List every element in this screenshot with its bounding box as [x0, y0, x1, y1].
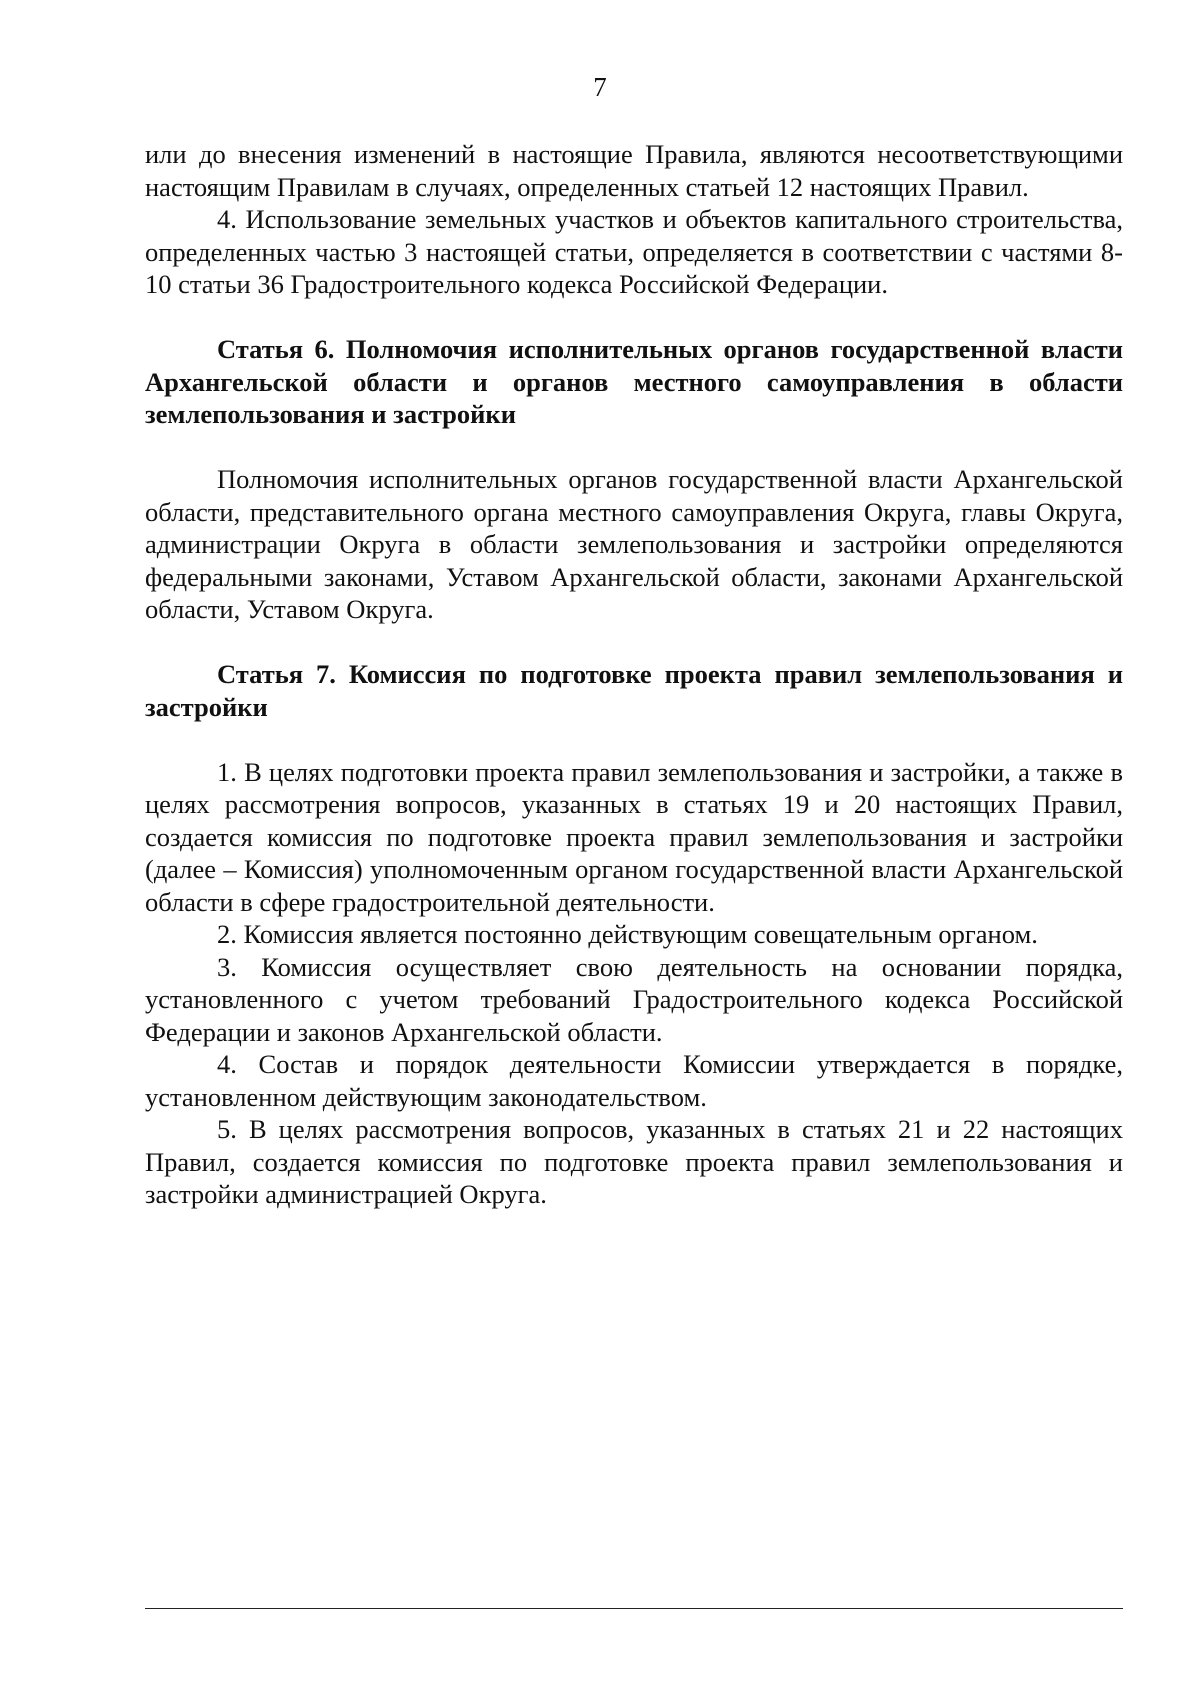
article-7-item-1: 1. В целях подготовки проекта правил землепользования и застройки, а также в целях рассмотрения вопросов, указанных в статьях 19 и 20 настоящих Правил, создается комиссия по подготовке проекта правил землепользования и застройки (далее – Комиссия) уполномоченным органом государственной власти Архангельской области в сфере градостроительной деятельности. — [145, 756, 1123, 917]
article-7-item-2: 2. Комиссия является постоянно действующим совещательным органом. — [217, 919, 1038, 949]
page-number: 7 — [593, 72, 607, 102]
item-4-paragraph: 4. Использование земельных участков и объектов капитального строительства, определенных частью 3 настоящей статьи, определяется в соответствии с частями 8-10 статьи 36 Градостроительного кодекса Российской Федерации. — [145, 204, 1123, 299]
article-7-title: Статья 7. Комиссия по подготовке проекта правил землепользования и застройки — [145, 659, 1123, 722]
article-7-item-4: 4. Состав и порядок деятельности Комиссии утверждается в порядке, установленном действующим законодательством. — [145, 1049, 1123, 1112]
article-6-paragraph: Полномочия исполнительных органов государственной власти Архангельской области, представительного органа местного самоуправления Округа, главы Округа, администрации Округа в области землепользования и застройки определяются федеральными законами, Уставом Архангельской области, законами Архангельской области, Уставом Округа. — [145, 464, 1123, 624]
article-6-title: Статья 6. Полномочия исполнительных органов государственной власти Архангельской области и органов местного самоуправления в области землепользования и застройки — [145, 334, 1123, 429]
document-body — [145, 138, 1123, 1211]
footer-divider — [145, 1608, 1123, 1609]
article-7-item-5: 5. В целях рассмотрения вопросов, указанных в статьях 21 и 22 настоящих Правил, создается комиссия по подготовке проекта правил землепользования и застройки администрацией Округа. — [145, 1114, 1123, 1209]
continuation-paragraph: или до внесения изменений в настоящие Правила, являются несоответствующими настоящим Правилам в случаях, определенных статьей 12 настоящих Правил. — [145, 139, 1123, 202]
article-7-item-3: 3. Комиссия осуществляет свою деятельность на основании порядка, установленного с учетом требований Градостроительного кодекса Российской Федерации и законов Архангельской области. — [145, 951, 1123, 1047]
